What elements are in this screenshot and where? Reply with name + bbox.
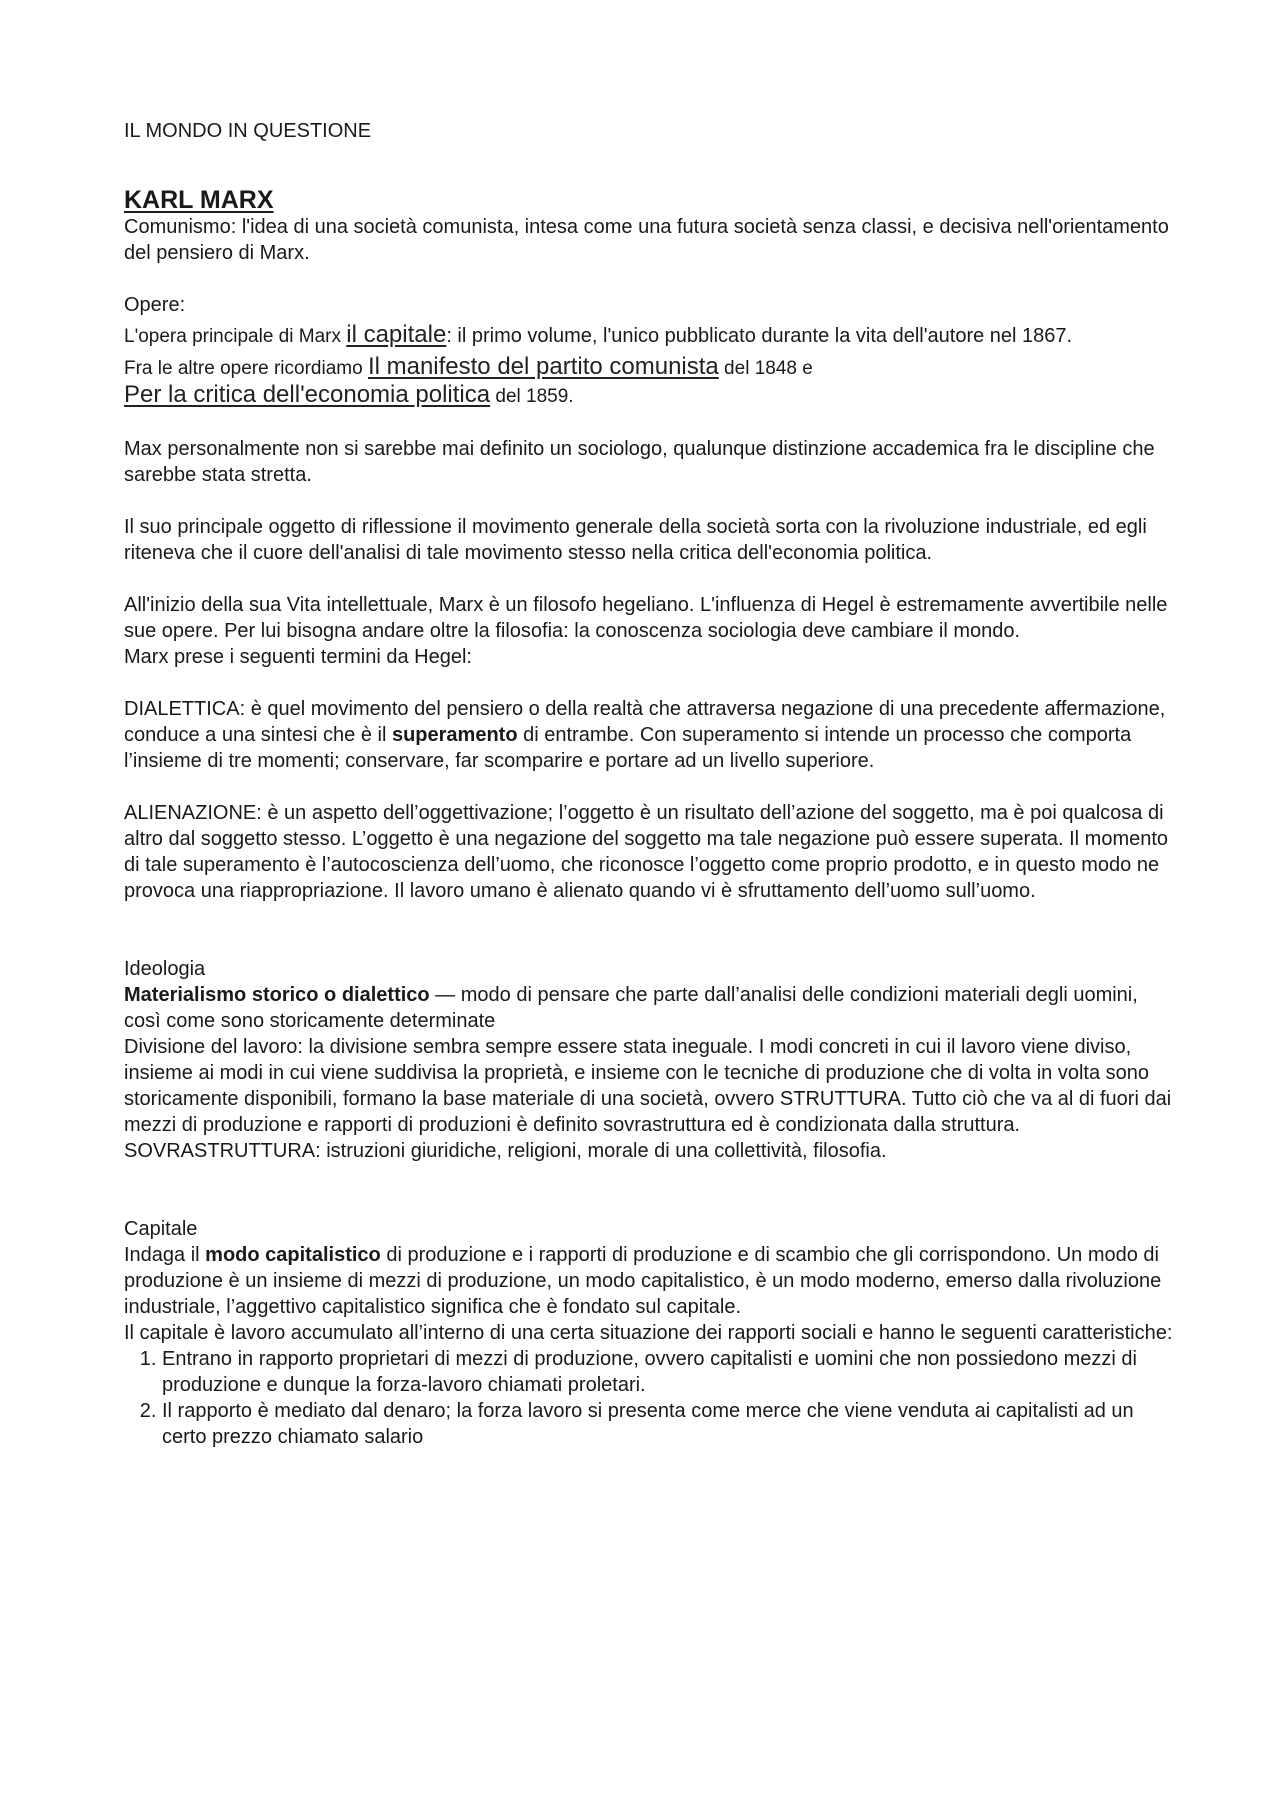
capitale-bold: modo capitalistico xyxy=(205,1244,381,1266)
materialismo-paragraph xyxy=(124,982,1174,1034)
opere-line2-pre: Fra le altre opere ricordiamo xyxy=(124,358,368,379)
dialettica-bold: superamento xyxy=(391,724,518,746)
opere-line2-post: del 1859. xyxy=(490,386,574,407)
paragraph-oggetto: Il suo principale oggetto di riflessione il movimento generale della società sorta con la rivoluzione industriale, ed egli riteneva che il cuore dell'analisi di tale movimento stesso nella critica dell'economia politica. xyxy=(124,516,1147,564)
document-page xyxy=(124,118,1174,1450)
capitale-paragraph xyxy=(124,1242,1174,1320)
opere-line-1 xyxy=(124,322,1174,350)
dialettica-pre: DIALETTICA: è quel movimento del pensiero o della realtà che attraversa negazione di una precedente affermazione, conduce a una sintesi che è il xyxy=(124,698,1166,746)
materialismo-bold: Materialismo storico o dialettico xyxy=(124,984,430,1006)
ideologia-section xyxy=(124,956,1174,1164)
materialismo-post: — modo di pensare che parte dall’analisi delle condizioni materiali degli uomini, così come sono storicamente determinate xyxy=(124,984,1138,1032)
opere-line-2 xyxy=(124,354,1174,410)
list-item: 2. Il rapporto è mediato dal denaro; la forza lavoro si presenta come merce che viene venduta ai capitalisti ad un certo prezzo chiamato salario xyxy=(162,1398,1174,1450)
intro-paragraph: Comunismo: l'idea di una società comunista, intesa come una futura società senza classi, e decisiva nell'orientamento del pensiero di Marx. xyxy=(124,216,1169,264)
opere-section xyxy=(124,292,1174,410)
ideologia-heading: Ideologia xyxy=(124,958,206,980)
paragraph-termini: Marx prese i seguenti termini da Hegel: xyxy=(124,646,472,668)
paragraph-alienazione: ALIENAZIONE: è un aspetto dell’oggettivazione; l’oggetto è un risultato dell’azione del soggetto, ma è poi qualcosa di altro dal soggetto stesso. L’oggetto è una negazione del soggetto ma tale negazione può essere superata. Il momento di tale superamento è l’autocoscienza dell’uomo, che riconosce l’oggetto come proprio prodotto, e in questo modo ne provoca una riappropriazione. Il lavoro umano è alienato quando vi è sfruttamento dell’uomo sull’uomo. xyxy=(124,802,1169,902)
opere-line2-mid: del 1848 e xyxy=(718,358,813,379)
opere-line1-post: : il primo volume, l'unico pubblicato durante la vita dell'autore nel 1867. xyxy=(446,325,1073,347)
dialettica-post: di entrambe. Con superamento si intende un processo che comporta l’insieme di tre momenti; conservare, far scomparire e portare ad un livello superiore. xyxy=(124,724,1132,772)
link-critica-economia[interactable]: Per la critica dell'economia politica xyxy=(124,381,491,408)
page-title: KARL MARX xyxy=(124,186,274,214)
document-header: IL MONDO IN QUESTIONE xyxy=(124,120,372,142)
paragraph-dialettica xyxy=(124,696,1174,774)
opere-heading: Opere: xyxy=(124,294,186,316)
list-item: 1. Entrano in rapporto proprietari di mezzi di produzione, ovvero capitalisti e uomini che non possiedono mezzi di produzione e dunque la forza-lavoro chiamati proletari. xyxy=(162,1346,1174,1398)
capitale-heading: Capitale xyxy=(124,1218,198,1240)
capitale-pre: Indaga il xyxy=(124,1244,206,1266)
capitale-list xyxy=(124,1346,1174,1450)
opere-line1-pre: L'opera principale di Marx xyxy=(124,326,347,347)
capitale-lavoro: Il capitale è lavoro accumulato all’interno di una certa situazione dei rapporti sociali e hanno le seguenti caratteristiche: xyxy=(124,1322,1173,1344)
link-manifesto[interactable]: Il manifesto del partito comunista xyxy=(367,353,719,380)
divisione-paragraph: Divisione del lavoro: la divisione sembra sempre essere stata ineguale. I modi concreti in cui il lavoro viene diviso, insieme ai modi in cui viene suddivisa la proprietà, e insieme con le tecniche di produzione che di volta in volta sono storicamente disponibili, formano la base materiale di una società, ovvero STRUTTURA. Tutto ciò che va al di fuori dai mezzi di produzione e rapporti di produzioni è definito sovrastruttura ed è condizionata dalla struttura. SOVRASTRUTTURA: istruzioni giuridiche, religioni, morale di una collettività, filosofia. xyxy=(124,1036,1172,1162)
paragraph-hegel: All'inizio della sua Vita intellettuale, Marx è un filosofo hegeliano. L'influenza di Hegel è estremamente avvertibile nelle sue opere. Per lui bisogna andare oltre la filosofia: la conoscenza sociologia deve cambiare il mondo. xyxy=(124,594,1168,642)
capitale-post: di produzione e i rapporti di produzione e di scambio che gli corrispondono. Un modo di produzione è un insieme di mezzi di produzione, un modo capitalistico, è un modo moderno, emerso dalla rivoluzione industriale, l’aggettivo capitalistico significa che è fondato sul capitale. xyxy=(124,1244,1162,1318)
paragraph-sociologo: Max personalmente non si sarebbe mai definito un sociologo, qualunque distinzione accademica fra le discipline che sarebbe stata stretta. xyxy=(124,438,1155,486)
link-il-capitale[interactable]: il capitale xyxy=(346,321,447,348)
capitale-section xyxy=(124,1216,1174,1450)
